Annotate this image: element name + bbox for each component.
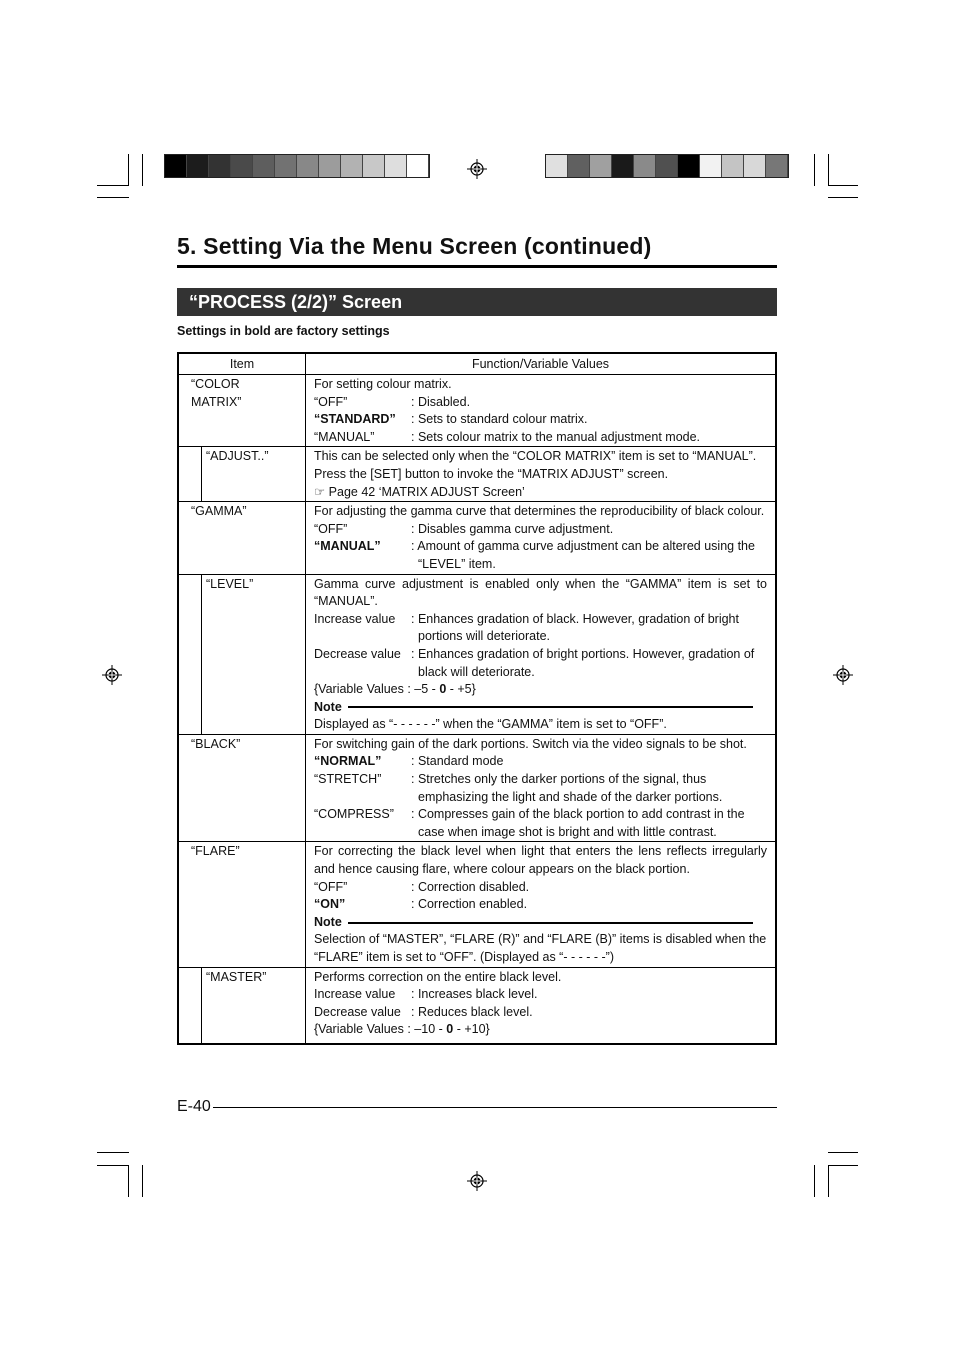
factory-settings-note: Settings in bold are factory settings	[177, 324, 390, 338]
crop-mark	[142, 1165, 143, 1197]
option-key: Increase value	[314, 611, 396, 626]
registration-mark-icon	[467, 1171, 487, 1191]
crop-mark	[828, 197, 858, 198]
row-intro: For correcting the black level when light that enters the lens reflects irregularly and hence causing flare, where colour appears on the black portion.	[314, 844, 767, 877]
color-swatch	[568, 155, 590, 177]
row-intro: For switching gain of the dark portions. Switch via the video signals to be shot.	[314, 736, 747, 751]
item-cell	[178, 842, 306, 967]
option-key-default: “STANDARD”	[314, 412, 396, 427]
crop-mark	[128, 1165, 129, 1197]
row-text: This can be selected only when the “COLOR MATRIX” item is set to “MANUAL”.	[314, 449, 757, 464]
item-cell	[178, 447, 306, 502]
function-cell	[306, 842, 777, 967]
row-intro: Gamma curve adjustment is enabled only when the “GAMMA” item is set to “MANUAL”.	[314, 576, 767, 609]
item-cell	[178, 734, 306, 842]
color-swatch	[744, 155, 766, 177]
row-text: Press the [SET] button to invoke the “MATRIX ADJUST” screen.	[314, 466, 669, 481]
item-label: “BLACK”	[191, 736, 241, 751]
row-intro: For adjusting the gamma curve that determines the reproducibility of black colour.	[314, 504, 765, 519]
option-key: Decrease value	[314, 646, 401, 661]
crop-mark	[128, 154, 129, 186]
color-swatch	[341, 155, 363, 177]
registration-mark-icon	[102, 665, 122, 685]
color-swatch	[656, 155, 678, 177]
option-key: “COMPRESS”	[314, 807, 394, 822]
item-cell	[178, 574, 306, 734]
color-swatch	[165, 155, 187, 177]
color-swatch	[722, 155, 744, 177]
header-function: Function/Variable Values	[306, 353, 777, 375]
option-key: “OFF”	[314, 879, 348, 894]
page-heading: 5. Setting Via the Menu Screen (continued)	[177, 233, 652, 259]
variable-range: {Variable Values : –10 - 0 - +10}	[314, 1022, 490, 1037]
color-swatch	[385, 155, 407, 177]
color-swatch	[546, 155, 568, 177]
item-cell	[178, 502, 306, 574]
option-key-default: “MANUAL”	[314, 539, 381, 554]
color-swatch	[319, 155, 341, 177]
table-row	[178, 734, 776, 842]
item-label: “FLARE”	[191, 844, 240, 859]
page-reference: ☞ Page 42 ‘MATRIX ADJUST Screen’	[314, 484, 525, 499]
crop-mark	[828, 154, 829, 186]
option-key: “OFF”	[314, 521, 348, 536]
option-key-default: “ON”	[314, 897, 346, 912]
crop-mark	[828, 185, 858, 186]
registration-mark-icon	[833, 665, 853, 685]
row-intro: For setting colour matrix.	[314, 377, 452, 391]
option-desc: : Correction disabled.	[411, 879, 530, 894]
color-swatch	[275, 155, 297, 177]
color-swatch	[634, 155, 656, 177]
table-row	[178, 967, 776, 1044]
row-intro: Performs correction on the entire black level.	[314, 969, 562, 984]
heading-rule	[177, 265, 777, 268]
color-swatch	[407, 155, 429, 177]
header-item: Item	[178, 353, 306, 375]
option-key: “STRETCH”	[314, 772, 382, 787]
note-heading: Note	[314, 914, 767, 932]
color-swatch	[187, 155, 209, 177]
option-desc: : Disabled.	[411, 394, 471, 409]
color-calibration-strip-right	[545, 154, 789, 178]
option-desc: : Stretches only the darker portions of the signal, thus emphasizing the light and shade of the darker portions.	[411, 772, 723, 804]
crop-mark	[97, 185, 129, 186]
option-desc: : Increases black level.	[411, 987, 538, 1002]
crop-mark	[97, 197, 129, 198]
crop-mark	[828, 1152, 858, 1153]
crop-mark	[828, 1165, 829, 1197]
crop-mark	[828, 1165, 858, 1166]
option-key-default: “NORMAL”	[314, 754, 382, 769]
option-desc: : Enhances gradation of bright portions. However, gradation of black will deteriorate.	[411, 646, 755, 679]
color-swatch	[209, 155, 231, 177]
color-swatch	[253, 155, 275, 177]
option-desc: : Reduces black level.	[411, 1004, 533, 1019]
footer-rule	[213, 1107, 777, 1108]
sub-item-label: “LEVEL”	[201, 575, 305, 734]
page-number: E-40	[177, 1098, 211, 1115]
registration-mark-icon	[467, 159, 487, 179]
item-label: “GAMMA”	[191, 504, 247, 519]
crop-mark	[814, 1165, 815, 1197]
color-swatch	[231, 155, 253, 177]
crop-mark	[97, 1152, 129, 1153]
function-cell	[306, 574, 777, 734]
table-row	[178, 502, 776, 574]
option-desc: : Correction enabled.	[411, 897, 528, 912]
settings-table	[177, 352, 777, 1045]
option-desc: : Sets colour matrix to the manual adjustment mode.	[411, 429, 701, 444]
crop-mark	[97, 1165, 129, 1166]
table-row	[178, 447, 776, 502]
function-cell	[306, 734, 777, 842]
sub-item-label: “MASTER”	[201, 968, 305, 1043]
color-swatch	[678, 155, 700, 177]
note-text: Selection of “MASTER”, “FLARE (R)” and “FLARE (B)” items is disabled when the “FLARE” item is set to “OFF”. (Displayed as “- - - - - -”)	[314, 932, 767, 964]
option-desc: : Sets to standard colour matrix.	[411, 412, 588, 427]
color-swatch	[590, 155, 612, 177]
option-key: “OFF”	[314, 394, 348, 409]
color-swatch	[612, 155, 634, 177]
function-cell	[306, 447, 777, 502]
sub-item-label: “ADJUST..”	[201, 447, 305, 501]
item-label: “COLOR MATRIX”	[191, 377, 242, 409]
crop-mark	[814, 154, 815, 186]
item-cell	[178, 375, 306, 447]
color-swatch	[700, 155, 722, 177]
function-cell	[306, 502, 777, 574]
note-text: Displayed as “- - - - - -” when the “GAMMA” item is set to “OFF”.	[314, 717, 667, 732]
option-key: “MANUAL”	[314, 429, 375, 444]
option-desc: : Amount of gamma curve adjustment can be altered using the “LEVEL” item.	[411, 539, 755, 571]
table-row	[178, 574, 776, 734]
option-desc: : Disables gamma curve adjustment.	[411, 521, 614, 536]
table-row	[178, 375, 776, 447]
variable-range: {Variable Values : –5 - 0 - +5}	[314, 682, 476, 697]
section-title: “PROCESS (2/2)” Screen	[177, 288, 777, 316]
table-row	[178, 842, 776, 967]
option-desc: : Compresses gain of the black portion to add contrast in the case when image shot is bright and with little contrast.	[411, 807, 745, 839]
color-swatch	[766, 155, 788, 177]
color-calibration-strip-left	[164, 154, 430, 178]
option-key: Decrease value	[314, 1004, 401, 1019]
option-key: Increase value	[314, 987, 396, 1002]
crop-mark	[142, 154, 143, 186]
function-cell	[306, 375, 777, 447]
option-desc: : Enhances gradation of black. However, gradation of bright portions will deteriorate.	[411, 611, 739, 644]
color-swatch	[297, 155, 319, 177]
color-swatch	[363, 155, 385, 177]
table-header-row	[178, 353, 776, 375]
option-desc: : Standard mode	[411, 754, 504, 769]
function-cell	[306, 967, 777, 1044]
note-heading: Note	[314, 699, 767, 717]
item-cell	[178, 967, 306, 1044]
